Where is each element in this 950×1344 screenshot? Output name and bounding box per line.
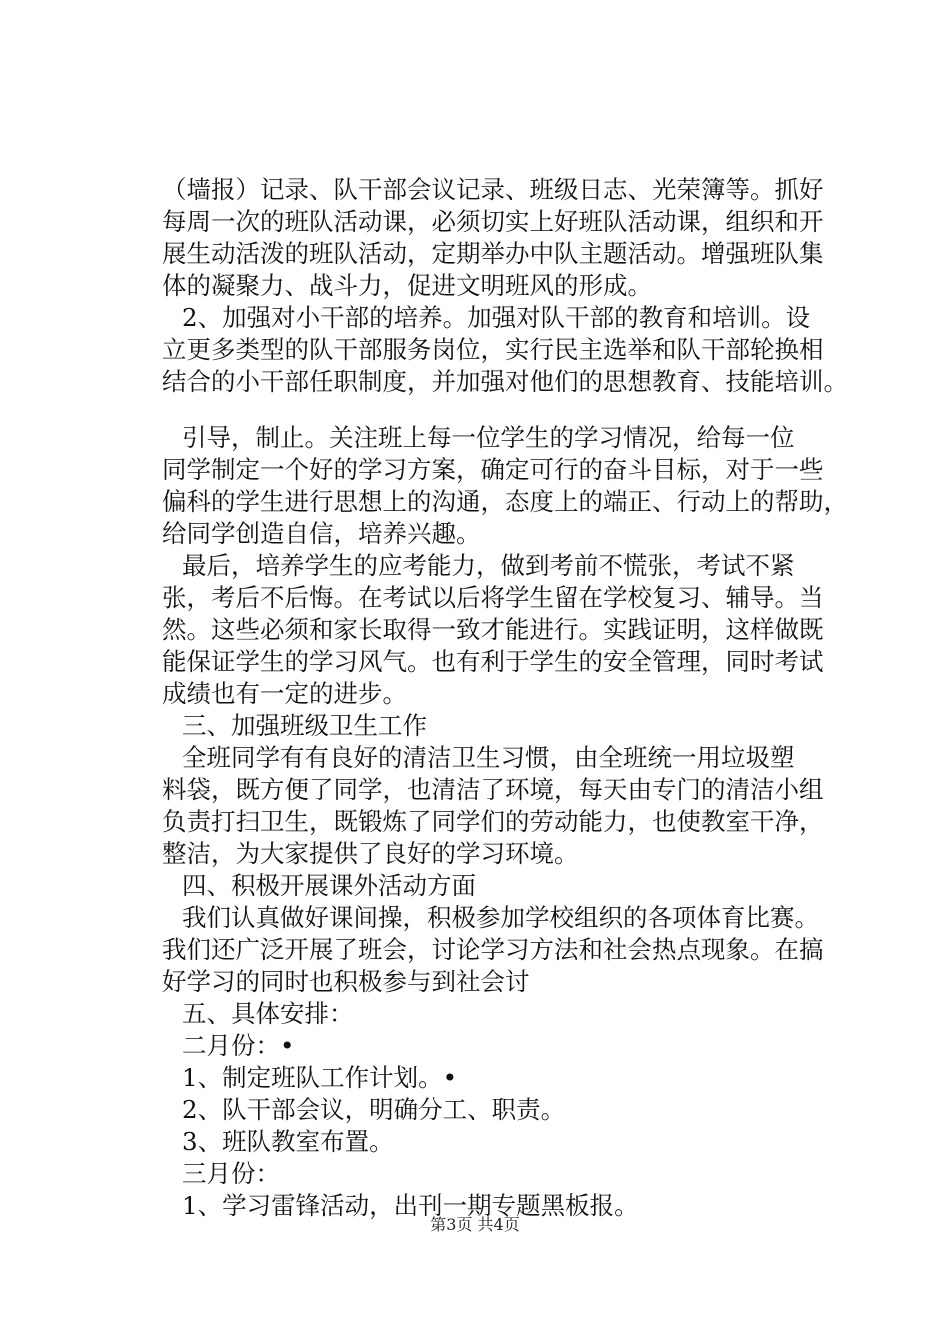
section-heading: 四、积极开展课外活动方面	[182, 871, 476, 900]
text-line: 二月份：•	[182, 1031, 295, 1060]
text-line: （墙报）记录、队干部会议记录、班级日志、光荣簿等。抓好	[162, 175, 824, 204]
text-line: 立更多类型的队干部服务岗位，实行民主选举和队干部轮换相	[162, 335, 824, 364]
section-heading: 三、加强班级卫生工作	[182, 711, 427, 740]
section-heading: 五、具体安排：	[182, 999, 354, 1028]
text-line: 2、加强对小干部的培养。加强对队干部的教育和培训。设	[182, 303, 811, 332]
text-line: 体的凝聚力、战斗力，促进文明班风的形成。	[162, 271, 652, 300]
text-line: 1、制定班队工作计划。•	[182, 1063, 458, 1092]
text-line: 1、学习雷锋活动，出刊一期专题黑板报。	[182, 1191, 639, 1220]
text-line: 全班同学有有良好的清洁卫生习惯，由全班统一用垃圾塑	[182, 743, 795, 772]
text-line: 引导，制止。关注班上每一位学生的学习情况，给每一位	[182, 423, 795, 452]
text-line: 结合的小干部任职制度，并加强对他们的思想教育、技能培训。	[162, 367, 848, 396]
text-line: 张，考后不后悔。在考试以后将学生留在学校复习、辅导。当	[162, 583, 824, 612]
text-line: 成绩也有一定的进步。	[162, 679, 407, 708]
text-line: 3、班队教室布置。	[182, 1127, 394, 1156]
text-line: 最后，培养学生的应考能力，做到考前不慌张，考试不紧	[182, 551, 795, 580]
text-line: 给同学创造自信，培养兴趣。	[162, 519, 481, 548]
text-line: 整洁，为大家提供了良好的学习环境。	[162, 839, 579, 868]
text-line: 料袋，既方便了同学，也清洁了环境，每天由专门的清洁小组	[162, 775, 824, 804]
text-line: 每周一次的班队活动课，必须切实上好班队活动课，组织和开	[162, 207, 824, 236]
text-line: 我们认真做好课间操，积极参加学校组织的各项体育比赛。	[182, 903, 819, 932]
text-line: 同学制定一个好的学习方案，确定可行的奋斗目标，对于一些	[162, 455, 824, 484]
text-line: 负责打扫卫生，既锻炼了同学们的劳动能力，也使教室干净，	[162, 807, 824, 836]
text-line: 我们还广泛开展了班会，讨论学习方法和社会热点现象。在搞	[162, 935, 824, 964]
page-footer: 第3页 共4页	[430, 1215, 520, 1234]
text-line: 偏科的学生进行思想上的沟通，态度上的端正、行动上的帮助，	[162, 487, 848, 516]
text-line: 三月份：	[182, 1159, 280, 1188]
text-line: 然。这些必须和家长取得一致才能进行。实践证明，这样做既	[162, 615, 824, 644]
text-line: 好学习的同时也积极参与到社会讨	[162, 967, 530, 996]
text-line: 展生动活泼的班队活动，定期举办中队主题活动。增强班队集	[162, 239, 824, 268]
text-line: 2、队干部会议，明确分工、职责。	[182, 1095, 566, 1124]
text-line: 能保证学生的学习风气。也有利于学生的安全管理，同时考试	[162, 647, 824, 676]
